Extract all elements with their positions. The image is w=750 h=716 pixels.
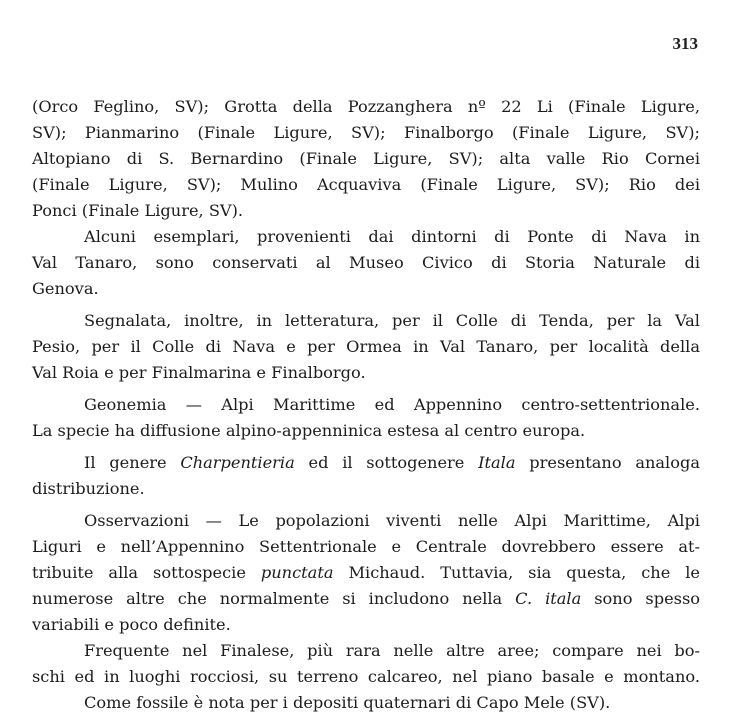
text-line: Ponci (Finale Ligure, SV). [32, 201, 244, 220]
text-line: Altopiano di S. Bernardino (Finale Ligure, SV); alta valle Rio Cornei [32, 149, 700, 168]
text-line: Pesio, per il Colle di Nava e per Ormea in Val Tanaro, per località della [32, 337, 700, 356]
text-line [32, 560, 700, 586]
text-line: Come fossile è nota per i depositi quaternari di Capo Mele (SV). [84, 693, 611, 712]
text-line: SV); Pianmarino (Finale Ligure, SV); Finalborgo (Finale Ligure, SV); [32, 123, 700, 142]
text-line [32, 586, 700, 612]
text-run: numerose altre che normalmente si includono nella [32, 589, 516, 608]
text-run: Michaud. Tuttavia, sia questa, che le [333, 563, 700, 582]
text-line: (Finale Ligure, SV); Mulino Acquaviva (Finale Ligure, SV); Rio dei [32, 175, 700, 194]
text-line: Alcuni esemplari, provenienti dai dintorni di Ponte di Nava in [84, 227, 700, 246]
text-line: Geonemia — Alpi Marittime ed Appennino centro-settentrionale. [84, 395, 700, 414]
text-line: Val Tanaro, sono conservati al Museo Civico di Storia Naturale di [32, 253, 700, 272]
text-run: ed il sottogenere [294, 453, 479, 472]
paragraph-habitat [32, 638, 700, 690]
text-run: tribuite alla sottospecie [32, 563, 261, 582]
text-line: Liguri e nell’Appennino Settentrionale e Centrale dovrebbero essere at- [32, 537, 700, 556]
text-line: schi ed in luoghi rocciosi, su terreno calcareo, nel piano basale e montano. [32, 667, 700, 686]
text-line [32, 450, 700, 476]
text-line: Osservazioni — Le popolazioni viventi nelle Alpi Marittime, Alpi [84, 511, 700, 530]
subspecies-name: punctata [260, 563, 334, 582]
text-line: Val Roia e per Finalmarina e Finalborgo. [32, 363, 366, 382]
text-line: Frequente nel Finalese, più rara nelle altre aree; compare nei bo- [84, 641, 700, 660]
text-run: presentano analoga [515, 453, 700, 472]
paragraph-specimens [32, 224, 700, 302]
text-line: Genova. [32, 279, 99, 298]
paragraph-observations [32, 508, 700, 638]
species-name: C. itala [515, 589, 582, 608]
body-text [32, 94, 700, 716]
text-line: distribuzione. [32, 479, 145, 498]
text-line: (Orco Feglino, SV); Grotta della Pozzanghera nº 22 Li (Finale Ligure, [32, 97, 700, 116]
paragraph-geonemia [32, 392, 700, 444]
text-line: La specie ha diffusione alpino-appenninica estesa al centro europa. [32, 421, 586, 440]
paragraph-fossil [32, 690, 700, 716]
text-line: variabili e poco definite. [32, 615, 231, 634]
subgenus-name: Itala [478, 453, 516, 472]
page-number: 313 [672, 34, 698, 53]
text-run: Il genere [84, 453, 181, 472]
text-line: Segnalata, inoltre, in letteratura, per il Colle di Tenda, per la Val [84, 311, 700, 330]
paragraph-localities [32, 94, 700, 224]
paragraph-genus [32, 450, 700, 502]
text-run: sono spesso [581, 589, 701, 608]
genus-name: Charpentieria [180, 453, 295, 472]
paragraph-literature [32, 308, 700, 386]
